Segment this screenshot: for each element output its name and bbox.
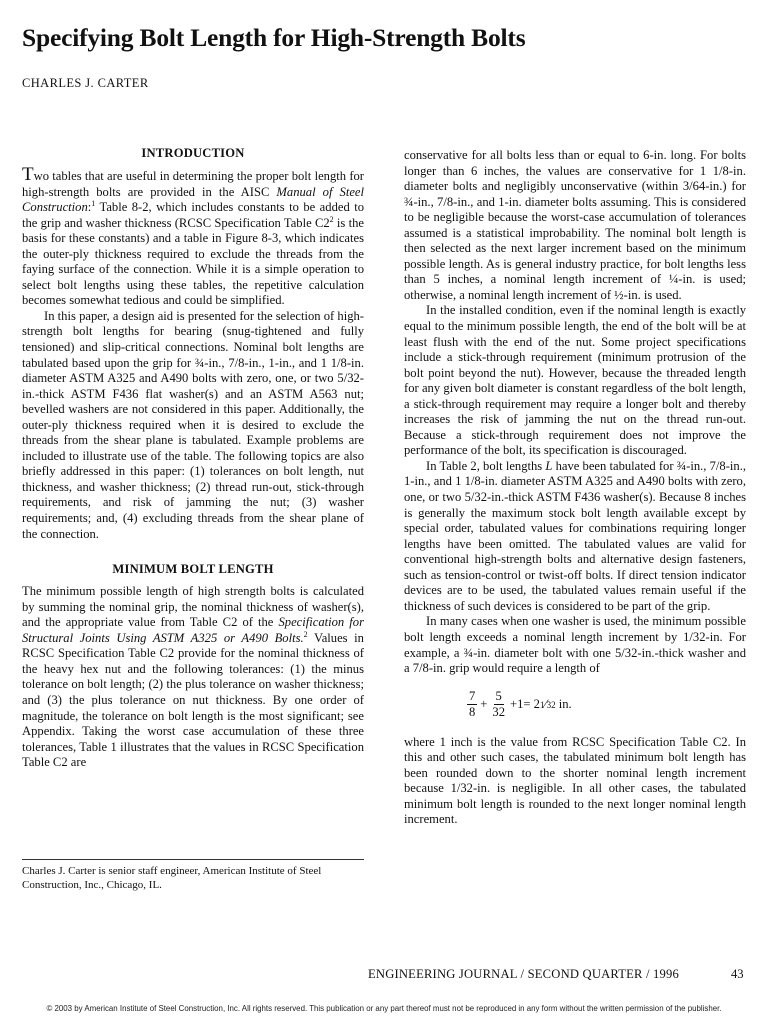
variable-L: L: [545, 458, 553, 473]
reference-superscript: 2: [329, 214, 334, 224]
plus-one-equals: +1=: [510, 697, 531, 712]
introduction-paragraph-2: In this paper, a design aid is presented for the selection of high-strength bolt lengths for bearing (snug-tightened and fully tensioned) and slip-critical connections. Nominal bolt lengths are tabulated based upon the grip for ¾-in., 7/8-in., 1-in., and 1 1/8-in. diameter ASTM A325 and A490 bolts with zero, one, or two 5/32-in.-thick ASTM F436 flat washer(s) and an ASTM A563 nut; bevelled washers are not considered in this paper. Additionally, the outer-ply thickness required when it is desired to exclude the threads from the shear plane is tabulated. Example problems are included to illustrate use of the table. The following topics are also briefly addressed in this paper: (1) tolerances on bolt length, nut thickness, and washer thickness; (2) thread run-out, stick-through requirements, and risk of jamming the nut; (3) washer requirements; and, (4) excluding threads from the shear plane of the connection.: [22, 308, 364, 541]
introduction-paragraph-1: [22, 164, 364, 309]
fraction-denominator: 8: [469, 705, 476, 720]
drop-cap: T: [22, 164, 34, 185]
bolt-length-formula: [464, 687, 746, 723]
small-denominator: 32: [546, 699, 556, 710]
introduction-heading: INTRODUCTION: [141, 146, 245, 160]
right-paragraph-2: In the installed condition, even if the nominal length is exactly equal to the minimum possible length, the end of the bolt will be at least flush with the end of the nut. Some project specifications include a stick-through requirement (minimum protrusion of the bolt point beyond the nut). However, because the threaded length for any given bolt diameter is constant regardless of the bolt length, a stick-through requirement may require a longer bolt and thereby increases the risk of jamming the nut on the thread run-out. Because a stick-through requirement does not improve the performance of the bolt, its specification is discouraged.: [404, 303, 746, 458]
left-column: [22, 145, 364, 771]
reference-superscript: 2: [303, 629, 308, 639]
fraction-washer: [490, 689, 507, 720]
minimum-bolt-length-paragraph: [22, 584, 364, 771]
text-run: The minimum possible length of high strength bolts is calculated by summing the nominal grip, the nominal thickness of washer(s), and the appropriate value from Table C2 of the: [22, 584, 364, 630]
fraction-numerator: 7: [469, 689, 476, 704]
minimum-bolt-length-heading: MINIMUM BOLT LENGTH: [112, 562, 274, 577]
fraction-grip: [467, 689, 477, 720]
right-paragraph-5: where 1 inch is the value from RCSC Specification Table C2. In this and other such cases, the tabulated minimum bolt length has been rounded down to the shorter nominal length increment because 1/32-in. is negligible. In all other cases, the tabulated minimum bolt length is rounded to the next longer nominal length increment.: [404, 734, 746, 827]
right-paragraph-1: conservative for all bolts less than or equal to 6-in. long. For bolts longer than 6 inches, the values are conservative for 1 1/8-in. diameter bolts and negligibly unconservative (within 3/64-in.) for ¾-in., 7/8-in., and 1-in. diameter bolts assuming. This is considered to be negligible because the worst-case accumulation of tolerances assumed is a statistical improbability. The nominal bolt length is then selected as the next larger increment based on the minimum possible length. As is general industry practice, for bolt lengths less than 5 inches, a nominal length increment of ¼-in. is used; otherwise, a nominal length increment of ½-in. is used.: [404, 148, 746, 302]
paper-title: Specifying Bolt Length for High-Strength Bolts: [22, 23, 526, 52]
text-run: is the basis for these constants) and a table in Figure 8-3, which indicates the outer-ply thickness required to exclude the threads from the faying surface of the connection. While it is a simple operation to select bolt lengths using these tables, the repetitive calculation becomes somewhat tedious and could be simplified.: [22, 215, 364, 308]
fraction-numerator: 5: [495, 689, 502, 704]
fraction-denominator: 32: [492, 705, 505, 720]
plus-sign: +: [480, 697, 488, 712]
fraction-slash: ⁄: [544, 697, 547, 712]
text-run: In Table 2, bolt lengths: [426, 458, 546, 473]
text-run: Values in RCSC Specification Table C2 provide for the nominal thickness of the heavy hex nut and the following tolerances: (1) the minus tolerance on bolt length; (2) the plus tolerance on washer thickness; and (3) the plus tolerance on nut thickness. By one order of magnitude, the tolerance on bolt length is the most significant; see Appendix. Taking the worst case accumulation of these three tolerances, Table 1 illustrates that the values in RCSC Specification Table C2 are: [22, 630, 364, 770]
reference-superscript: 1: [91, 199, 96, 209]
manual-title: Manual of Steel Construction: [22, 184, 364, 215]
right-column: [404, 148, 746, 828]
mixed-number-result: [531, 697, 572, 712]
text-run: have been tabulated for ¾-in., 7/8-in., 1-in., and 1 1/8-in. diameter ASTM A325 and A490 bolts with zero, one, or two 5/32-in.-thick ASTM F436 washer(s). Because 8 inches is generally the maximum stock bolt length available except by special order, tabulated values for combinations requiring longer lengths have been omitted. The tabulated values are valid for conventional high-strength bolts and alternative design fasteners, such as tension-control or twist-off bolts. If direct tension indicator devices are to be used, the tabulated values remain useful if the thickness of such devices is considered to be part of the grip.: [404, 458, 746, 613]
copyright-notice: © 2003 by American Institute of Steel Construction, Inc. All rights reserved. This publication or any part thereof must not be reproduced in any form without the written permission of the publisher.: [46, 1004, 722, 1013]
specification-title: Specification for Structural Joints Using ASTM A325 or A490 Bolts.: [22, 615, 365, 645]
right-paragraph-3: [404, 459, 746, 614]
author-footnote: Charles J. Carter is senior staff engineer, American Institute of Steel Construction, Inc., Chicago, IL.: [22, 865, 322, 891]
whole-number: 2: [533, 697, 540, 712]
text-run: :: [87, 200, 92, 215]
author-name: CHARLES J. CARTER: [22, 76, 149, 90]
journal-footer: ENGINEERING JOURNAL / SECOND QUARTER / 1996: [368, 967, 680, 981]
text-run: wo tables that are useful in determining the proper bolt length for high-strength bolts are provided in the AISC: [22, 169, 364, 199]
right-paragraph-4: In many cases when one washer is used, the minimum possible bolt length exceeds a nominal length increment by 1/32-in. For example, a ¾-in. diameter bolt with one 5/32-in.-thick washer and a 7/8-in. grip would require a length of: [404, 614, 746, 676]
text-run: Table 8-2, which includes constants to be added to the grip and washer thickness (RCSC Specification Table C2: [22, 200, 364, 230]
footnote-divider: [22, 859, 364, 860]
small-numerator: 1: [539, 699, 545, 710]
page-number: 43: [731, 967, 744, 981]
unit-label: in.: [558, 697, 572, 712]
